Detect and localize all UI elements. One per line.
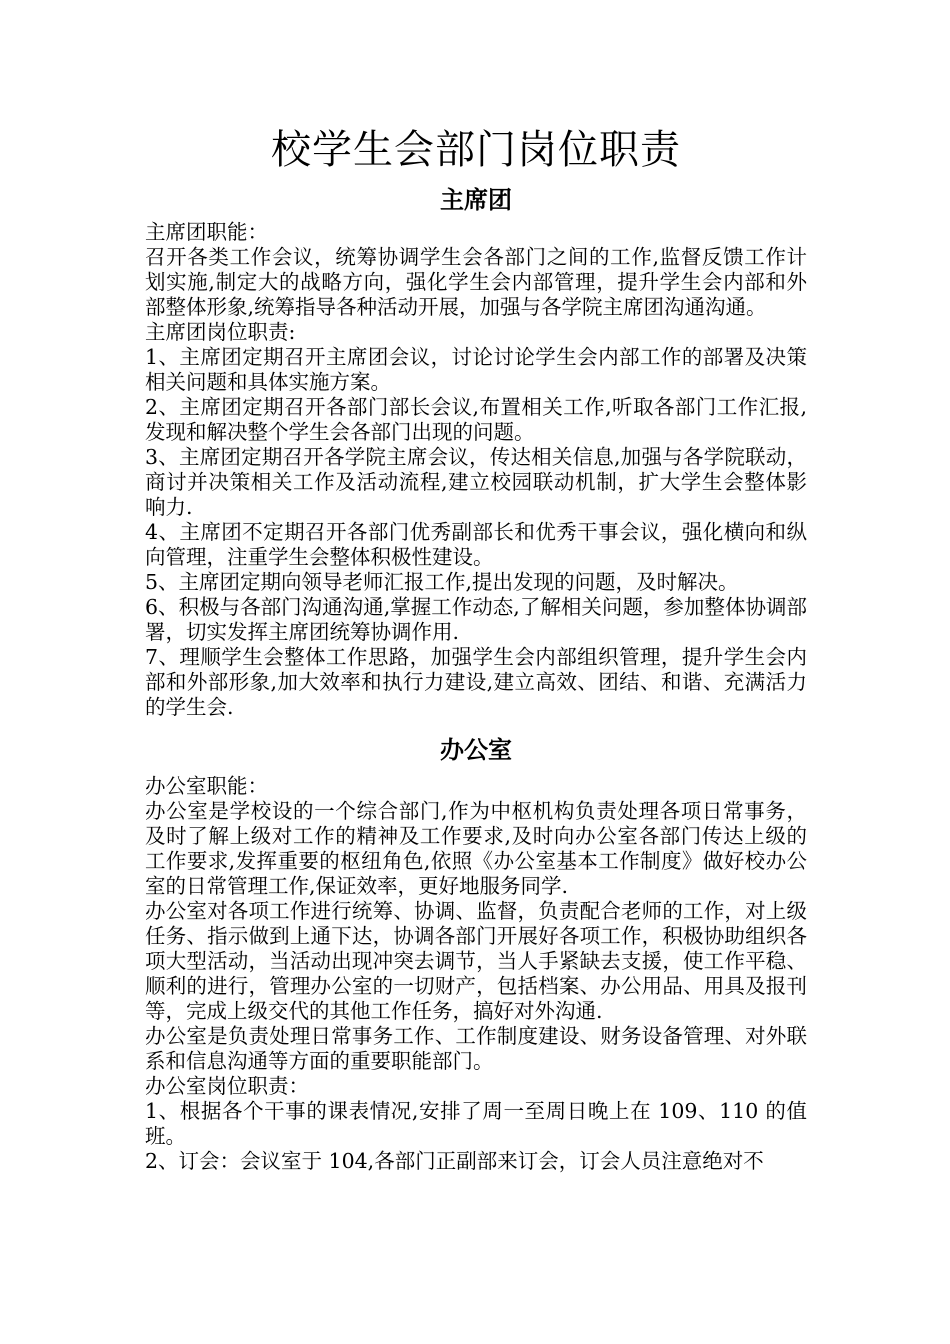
function-label: 主席团职能：: [145, 220, 268, 244]
duty-item: 4、主席团不定期召开各部门优秀副部长和优秀干事会议，强化横向和纵向管理，注重学生会整体积极性建设。: [145, 520, 807, 569]
duty-item: 3、主席团定期召开各学院主席会议，传达相关信息,加强与各学院联动，商讨并决策相关工作及活动流程,建立校园联动机制，扩大学生会整体影响力.: [145, 445, 807, 519]
duties-label: 办公室岗位职责：: [145, 1074, 309, 1098]
duty-item: 1、根据各个干事的课表情况,安排了周一至周日晚上在 109、110 的值班。: [145, 1099, 807, 1148]
function-label: 办公室职能：: [145, 774, 268, 798]
function-paragraph: 办公室是负责处理日常事务工作、工作制度建设、财务设备管理、对外联系和信息沟通等方面的重要职能部门。: [145, 1024, 807, 1073]
function-paragraph: 办公室对各项工作进行统筹、协调、监督，负责配合老师的工作，对上级任务、指示做到上通下达，协调各部门开展好各项工作，积极协助组织各项大型活动，当活动出现冲突去调节，当人手紧缺去支援，使工作平稳、顺利的进行，管理办公室的一切财产，包括档案、办公用品、用具及报刊等，完成上级交代的其他工作任务，搞好对外沟通.: [145, 899, 807, 1023]
section-office: [145, 730, 807, 1174]
function-paragraph: 召开各类工作会议，统筹协调学生会各部门之间的工作,监督反馈工作计划实施,制定大的战略方向，强化学生会内部管理，提升学生会内部和外部整体形象,统筹指导各种活动开展，加强与各学院主席团沟通沟通。: [145, 245, 807, 319]
duty-item: 1、主席团定期召开主席团会议，讨论讨论学生会内部工作的部署及决策相关问题和具体实施方案。: [145, 345, 807, 394]
document-page: [145, 120, 807, 1174]
section-heading: 办公室: [440, 735, 512, 764]
section-heading: 主席团: [440, 185, 512, 214]
duty-item: 2、主席团定期召开各部门部长会议,布置相关工作,听取各部门工作汇报,发现和解决整个学生会各部门出现的问题。: [145, 395, 807, 444]
duty-item: 6、积极与各部门沟通沟通,掌握工作动态,了解相关问题，参加整体协调部署，切实发挥主席团统筹协调作用.: [145, 595, 807, 644]
document-title: 校学生会部门岗位职责: [271, 127, 681, 173]
duties-label: 主席团岗位职责:: [145, 320, 296, 344]
section-presidium: [145, 180, 807, 720]
duty-item: 7、理顺学生会整体工作思路，加强学生会内部组织管理，提升学生会内部和外部形象,加大效率和执行力建设,建立高效、团结、和谐、充满活力的学生会.: [145, 645, 807, 719]
duty-item: 5、主席团定期向领导老师汇报工作,提出发现的问题，及时解决。: [145, 570, 739, 594]
duty-item: 2、订会：会议室于 104,各部门正副部来订会，订会人员注意绝对不: [145, 1149, 764, 1173]
function-paragraph: 办公室是学校设的一个综合部门,作为中枢机构负责处理各项日常事务，及时了解上级对工作的精神及工作要求,及时向办公室各部门传达上级的工作要求,发挥重要的枢纽角色,依照《办公室基本工作制度》做好校办公室的日常管理工作,保证效率，更好地服务同学.: [145, 799, 807, 898]
